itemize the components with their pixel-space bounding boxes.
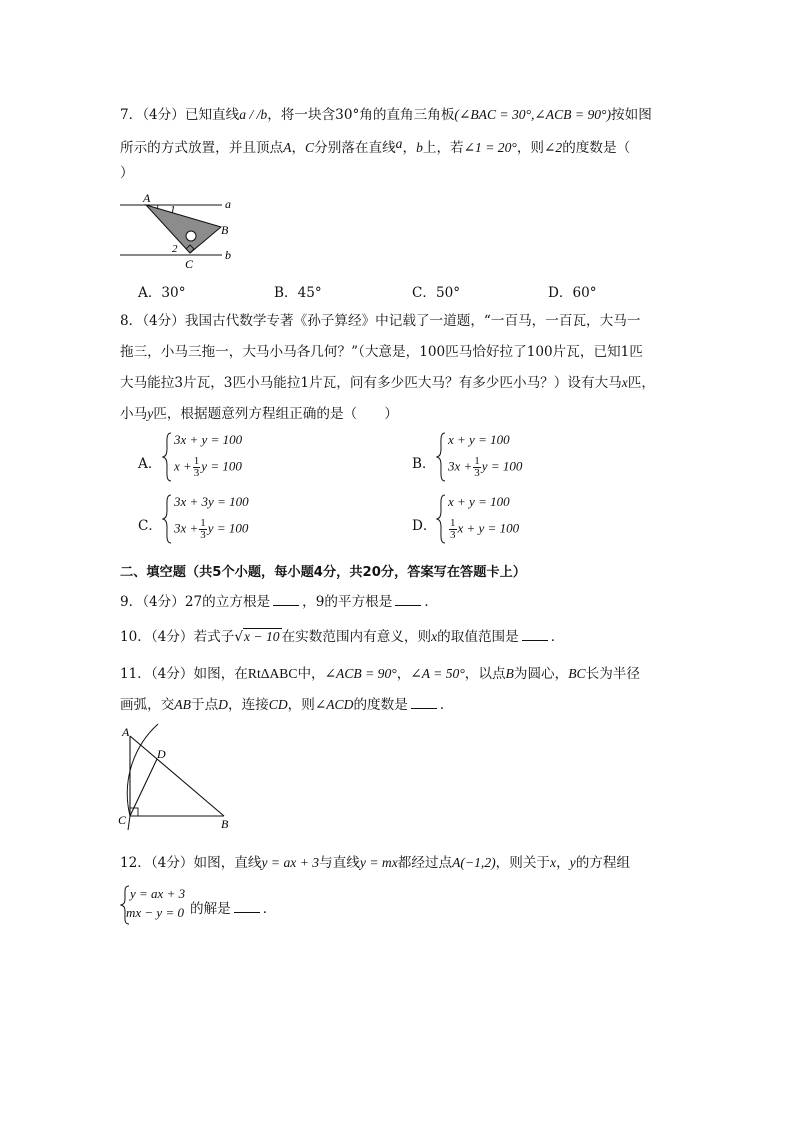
q7-option-a[interactable]: A．30° [138,285,186,301]
fraction: $\frac{1}{3}$ [450,517,456,541]
q10-line: 10．（4分）若式子√x − 10 在实数范围内有意义，则x的取值范围是 ． [120,629,565,645]
q8-option-b-label[interactable]: B． [412,456,436,472]
q9-line: 9．（4分）27的立方根是 ，9的平方根是 ． [120,594,438,610]
q7-figure [118,190,248,270]
q7-option-d[interactable]: D．60° [548,285,597,301]
label-B: B [221,223,229,237]
answer-blank[interactable] [395,593,421,606]
brace-icon [162,432,172,482]
arc [127,724,158,830]
sys-b-row2: 3x + $\frac{1}{3}$ y = 100 [448,455,523,479]
q7-option-b[interactable]: B．45° [274,285,322,301]
sys-d-row2: $\frac{1}{3}$ x + y = 100 [450,517,520,541]
label-D: D [157,747,166,761]
q8-line3: 大马能拉3片瓦，3匹小马能拉1片瓦，问有多少匹大马？有多少匹小马？）设有大马x匹， [120,375,655,391]
label-A: A [122,725,130,739]
fraction: $\frac{1}{3}$ [200,517,206,541]
q7-option-c[interactable]: C．50° [412,285,461,301]
sys-a-row2: x + $\frac{1}{3}$ y = 100 [174,455,242,479]
q7-line1: 7．（4分）已知直线a / /b，将一块含30°角的直角三角板(∠BAC = 30°,∠ACB = 90°)按如图 [120,107,652,123]
ruler-hole [186,231,196,241]
answer-blank[interactable] [522,628,548,641]
segment-CD [130,759,157,816]
q12-sys-row2: mx − y = 0 [126,905,184,920]
sys-a-row1: 3x + y = 100 [174,432,243,447]
sys-b-row1: x + y = 100 [448,432,510,447]
answer-blank[interactable] [234,900,260,913]
q11-line1: 11．（4分）如图，在RtΔABC中，∠ACB = 90°，∠A = 50°，以点B为圆心，BC长为半径 [120,666,640,682]
q11-figure [116,722,246,832]
q8-option-a-system[interactable] [162,432,282,482]
q7-line2: 所示的方式放置，并且顶点A，C分别落在直线a，b上，若∠1 = 20°，则∠2的度数是（ [120,136,631,156]
q8-line4: 小马y匹，根据题意列方程组正确的是（ ） [120,406,398,422]
label-two: 2 [172,243,178,255]
q8-option-d-system[interactable] [436,494,556,544]
label-a: a [225,197,231,211]
q7-line3: ） [120,165,134,181]
fraction: $\frac{1}{3}$ [193,455,200,479]
sqrt-icon: √ [234,629,243,645]
section-heading: 二、填空题（共5个小题，每小题4分，共20分，答案写在答题卡上） [120,565,526,580]
right-angle-mark [130,808,138,816]
q8-option-a-label[interactable]: A． [138,456,162,472]
answer-blank[interactable] [411,696,437,709]
label-C: C [118,813,127,827]
side-AB [130,736,224,816]
label-A: A [143,191,151,205]
triangle-ruler [146,205,221,253]
answer-blank[interactable] [273,593,299,606]
sys-c-row2: 3x + $\frac{1}{3}$ y = 100 [174,517,249,541]
label-C: C [185,257,194,270]
sys-d-row1: x + y = 100 [448,494,510,509]
q8-option-c-system[interactable] [162,494,282,544]
brace-icon [436,494,446,544]
label-b: b [225,248,231,262]
q11-line2: 画弧，交AB于点D，连接CD，则∠ACD的度数是 ． [120,697,454,713]
q8-option-d-label[interactable]: D． [412,518,437,534]
fraction: $\frac{1}{3}$ [474,455,480,479]
q8-option-c-label[interactable]: C． [138,518,162,534]
q8-line2: 拖三，小马三拖一，大马小马各几何？”（大意是，100匹马恰好拉了100片瓦，已知1匹 [120,344,643,360]
label-one: 1 [170,204,176,216]
brace-icon [162,494,172,544]
q12-line1: 12．（4分）如图，直线y = ax + 3与直线y = mx都经过点A(−1,2)，则关于x，y的方程组 [120,855,631,871]
q8-option-b-system[interactable] [436,432,556,482]
label-B: B [221,817,229,831]
q8-line1: 8．（4分）我国古代数学专著《孙子算经》中记载了一道题，“一百马，一百瓦，大马一 [120,313,641,329]
brace-icon [436,432,446,482]
sys-c-row1: 3x + 3y = 100 [174,494,249,509]
q12-sys-row1: y = ax + 3 [130,886,186,901]
q12-line2: 的解是 ． [190,901,277,917]
